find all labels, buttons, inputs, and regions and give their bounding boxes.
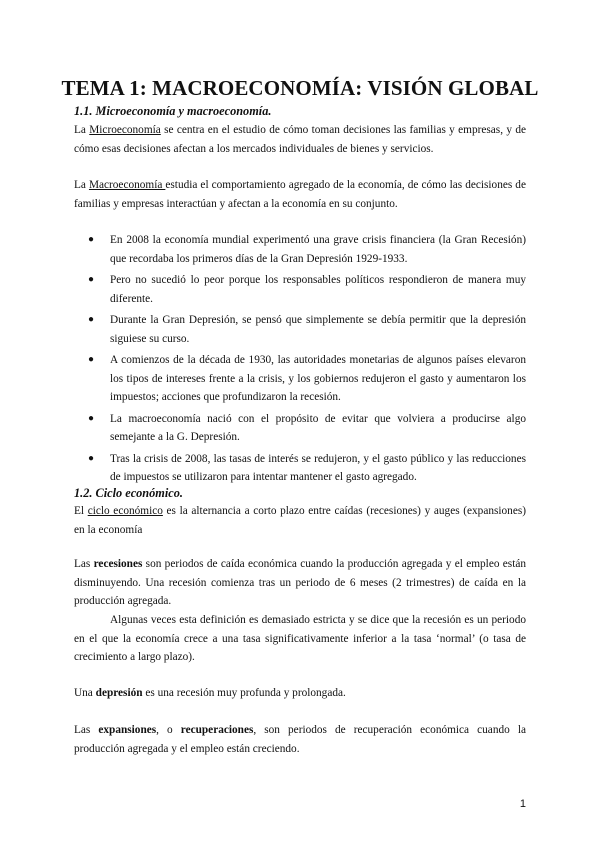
paragraph-definicion: Algunas veces esta definición es demasiado estricta y se dice que la recesión es un periodo en el que la economía crece a una tasa significativamente inferior a la tasa ‘normal’ (o tasa de crecimiento a largo plazo). [74, 614, 526, 663]
paragraph-depresion [74, 684, 526, 703]
text: , o [156, 724, 181, 736]
list-item: ● A comienzos de la década de 1930, las autoridades monetarias de algunos países elevaron los tipos de intereses frente a la crisis, y los gobiernos redujeron el gasto y aumentaron los impuestos; acciones que profundizaron la recesión. [88, 354, 526, 403]
list-item: ● En 2008 la economía mundial experimentó una grave crisis financiera (la Gran Recesión) que recordaba los primeros días de la Gran Depresión 1929-1933. [88, 234, 526, 265]
list-item: ● Pero no sucedió lo peor porque los responsables políticos respondieron de manera muy diferente. [88, 274, 526, 305]
text: es la alternancia a corto plazo entre caídas (recesiones) y auges (expansiones) en la economía [74, 505, 526, 536]
term-ciclo-economico: ciclo económico [87, 505, 163, 517]
text: La [74, 179, 89, 191]
text: , son periodos de recuperación económica cuando la producción agregada y el empleo están creciendo. [74, 724, 526, 755]
text: estudia el comportamiento agregado de la economía, de cómo las decisiones de familias y empresas interactúan y afectan a la economía en su conjunto. [74, 179, 526, 210]
bullet-list [90, 231, 526, 487]
paragraph-recesiones [74, 555, 526, 611]
paragraph-macroeconomia [74, 176, 526, 213]
text: El [74, 505, 88, 517]
text: son periodos de caída económica cuando la producción agregada y el empleo están disminuyendo. Una recesión comienza tras un periodo de 6 meses (2 trimestres) de caída en la producción agregada. [74, 558, 526, 607]
term-recuperaciones: recuperaciones [180, 724, 254, 736]
section-heading-1: 1.1. Microeconomía y macroeconomía. [74, 104, 272, 118]
term-expansiones: expansiones [98, 724, 157, 736]
page-number: 1 [519, 798, 526, 810]
term-depresion: depresión [95, 687, 143, 699]
list-item: ● Tras la crisis de 2008, las tasas de interés se redujeron, y el gasto público y las reducciones de impuestos se utilizaron para intentar mantener el gasto agregado. [88, 452, 526, 483]
paragraph-ciclo [74, 502, 526, 539]
section-heading-2: 1.2. Ciclo económico. [74, 486, 183, 500]
text: es una recesión muy profunda y prolongada. [142, 687, 346, 699]
text: La [74, 124, 90, 136]
page-title: TEMA 1: MACROECONOMÍA: VISIÓN GLOBAL [61, 76, 539, 100]
text: Las [74, 724, 99, 736]
list-item: ● La macroeconomía nació con el propósito de evitar que volviera a producirse algo semejante a la G. Depresión. [88, 412, 526, 443]
term-macroeconomia: Macroeconomía [88, 179, 166, 191]
list-item: ● Durante la Gran Depresión, se pensó que simplemente se debía permitir que la depresión siguiese su curso. [88, 314, 526, 345]
term-recesiones: recesiones [93, 558, 143, 570]
term-microeconomia: Microeconomía [89, 124, 161, 136]
text: se centra en el estudio de cómo toman decisiones las familias y empresas, y de cómo esas decisiones afectan a los mercados individuales de bienes y servicios. [74, 124, 526, 155]
paragraph-microeconomia [74, 121, 526, 158]
text: Una [74, 687, 96, 699]
text: Las [74, 558, 94, 570]
paragraph-expansiones [74, 721, 526, 758]
